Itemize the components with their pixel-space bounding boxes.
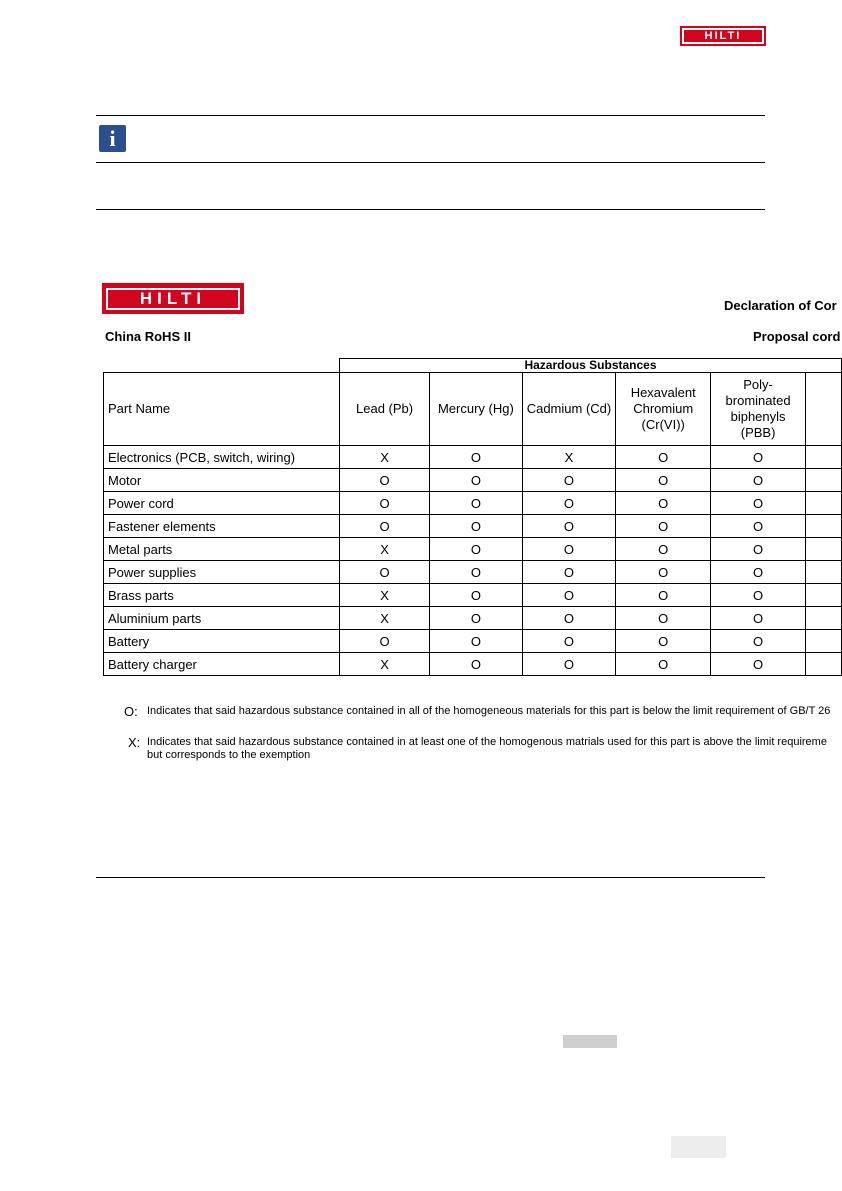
declaration-title: Declaration of Cor <box>724 298 837 313</box>
cropped-cell <box>806 653 842 676</box>
substance-cell: O <box>430 446 523 469</box>
substance-cell: O <box>340 469 430 492</box>
substance-cell: O <box>522 515 616 538</box>
substance-cell: X <box>522 446 616 469</box>
column-header-pbb: Poly-brominated biphenyls (PBB) <box>711 373 806 446</box>
substance-cell: X <box>340 446 430 469</box>
table-row <box>104 561 842 584</box>
substance-cell: O <box>711 446 806 469</box>
divider <box>96 115 765 116</box>
substance-cell: O <box>616 446 711 469</box>
substance-cell: O <box>711 515 806 538</box>
substance-cell: O <box>616 653 711 676</box>
divider <box>96 209 765 210</box>
substance-cell: O <box>430 515 523 538</box>
substance-cell: O <box>430 584 523 607</box>
legend-o-symbol: O: <box>124 704 138 719</box>
substance-cell: O <box>616 630 711 653</box>
legend-x-symbol: X: <box>128 735 141 750</box>
cropped-cell <box>806 515 842 538</box>
part-name-cell: Motor <box>104 469 340 492</box>
column-header-part-name: Part Name <box>104 373 340 446</box>
part-name-cell: Brass parts <box>104 584 340 607</box>
substance-cell: X <box>340 653 430 676</box>
declaration-figure <box>0 270 842 700</box>
substance-cell: O <box>616 584 711 607</box>
rohs-table <box>103 358 842 676</box>
substance-cell: O <box>430 630 523 653</box>
hazardous-substances-header: Hazardous Substances <box>340 359 842 373</box>
table-row <box>104 630 842 653</box>
substance-cell: O <box>616 561 711 584</box>
table-row <box>104 607 842 630</box>
part-name-cell: Power cord <box>104 492 340 515</box>
column-header-mercury: Mercury (Hg) <box>430 373 523 446</box>
table-row <box>104 538 842 561</box>
substance-cell: O <box>522 653 616 676</box>
substance-cell: O <box>340 630 430 653</box>
substance-cell: O <box>430 607 523 630</box>
china-rohs-heading: China RoHS II <box>105 329 191 344</box>
redacted-field <box>563 1035 617 1048</box>
substance-cell: O <box>522 630 616 653</box>
table-row <box>104 446 842 469</box>
substance-cell: O <box>430 561 523 584</box>
substance-cell: O <box>340 492 430 515</box>
substance-cell: O <box>522 561 616 584</box>
substance-cell: X <box>340 584 430 607</box>
substance-cell: O <box>430 653 523 676</box>
declaration-hilti-logo <box>102 283 244 314</box>
substance-cell: O <box>616 492 711 515</box>
divider <box>96 162 765 163</box>
info-icon: i <box>99 125 126 152</box>
rohs-table-body <box>104 446 842 676</box>
substance-cell: O <box>522 538 616 561</box>
column-header-cropped <box>806 373 842 446</box>
part-name-cell: Fastener elements <box>104 515 340 538</box>
legend-x-text-continued: but corresponds to the exemption <box>147 749 311 761</box>
substance-cell: O <box>711 469 806 492</box>
cropped-cell <box>806 630 842 653</box>
substance-cell: O <box>711 492 806 515</box>
substance-cell: O <box>522 607 616 630</box>
table-row <box>104 653 842 676</box>
substance-cell: O <box>616 469 711 492</box>
cropped-cell <box>806 538 842 561</box>
part-name-cell: Battery charger <box>104 653 340 676</box>
proposal-heading: Proposal cord <box>753 329 841 344</box>
column-header-cadmium: Cadmium (Cd) <box>522 373 616 446</box>
logo-text: HILTI <box>682 28 764 44</box>
column-header-lead: Lead (Pb) <box>340 373 430 446</box>
declaration-logo-text: HILTI <box>106 288 240 310</box>
substance-cell: O <box>522 492 616 515</box>
substance-cell: O <box>711 630 806 653</box>
table-row <box>104 584 842 607</box>
part-name-cell: Aluminium parts <box>104 607 340 630</box>
cropped-cell <box>806 561 842 584</box>
substance-cell: O <box>340 515 430 538</box>
substance-cell: O <box>616 538 711 561</box>
part-name-cell: Metal parts <box>104 538 340 561</box>
substance-cell: O <box>711 653 806 676</box>
table-row <box>104 492 842 515</box>
substance-cell: O <box>340 561 430 584</box>
cropped-cell <box>806 584 842 607</box>
substance-cell: O <box>430 469 523 492</box>
cropped-cell <box>806 492 842 515</box>
substance-cell: X <box>340 538 430 561</box>
legend-o-text: Indicates that said hazardous substance contained in all of the homogeneous materials for this part is below the limit requirement of GB/T 26 <box>147 705 831 717</box>
cropped-cell <box>806 446 842 469</box>
table-row <box>104 515 842 538</box>
substance-cell: O <box>711 584 806 607</box>
legend-x-text: Indicates that said hazardous substance contained in at least one of the homogenous matrials used for this part is above the limit requireme <box>147 736 827 748</box>
cropped-cell <box>806 607 842 630</box>
redacted-field <box>671 1136 726 1158</box>
column-header-hexavalent-chromium: Hexavalent Chromium (Cr(VI)) <box>616 373 711 446</box>
substance-cell: O <box>711 561 806 584</box>
part-name-cell: Power supplies <box>104 561 340 584</box>
substance-cell: O <box>430 492 523 515</box>
substance-cell: O <box>616 607 711 630</box>
divider <box>96 877 765 878</box>
substance-cell: O <box>522 469 616 492</box>
substance-cell: O <box>711 607 806 630</box>
substance-cell: O <box>430 538 523 561</box>
substance-cell: O <box>522 584 616 607</box>
substance-cell: O <box>616 515 711 538</box>
cropped-cell <box>806 469 842 492</box>
table-corner <box>104 359 340 373</box>
hilti-logo <box>680 26 766 46</box>
substance-cell: X <box>340 607 430 630</box>
table-row <box>104 469 842 492</box>
part-name-cell: Battery <box>104 630 340 653</box>
substance-cell: O <box>711 538 806 561</box>
part-name-cell: Electronics (PCB, switch, wiring) <box>104 446 340 469</box>
